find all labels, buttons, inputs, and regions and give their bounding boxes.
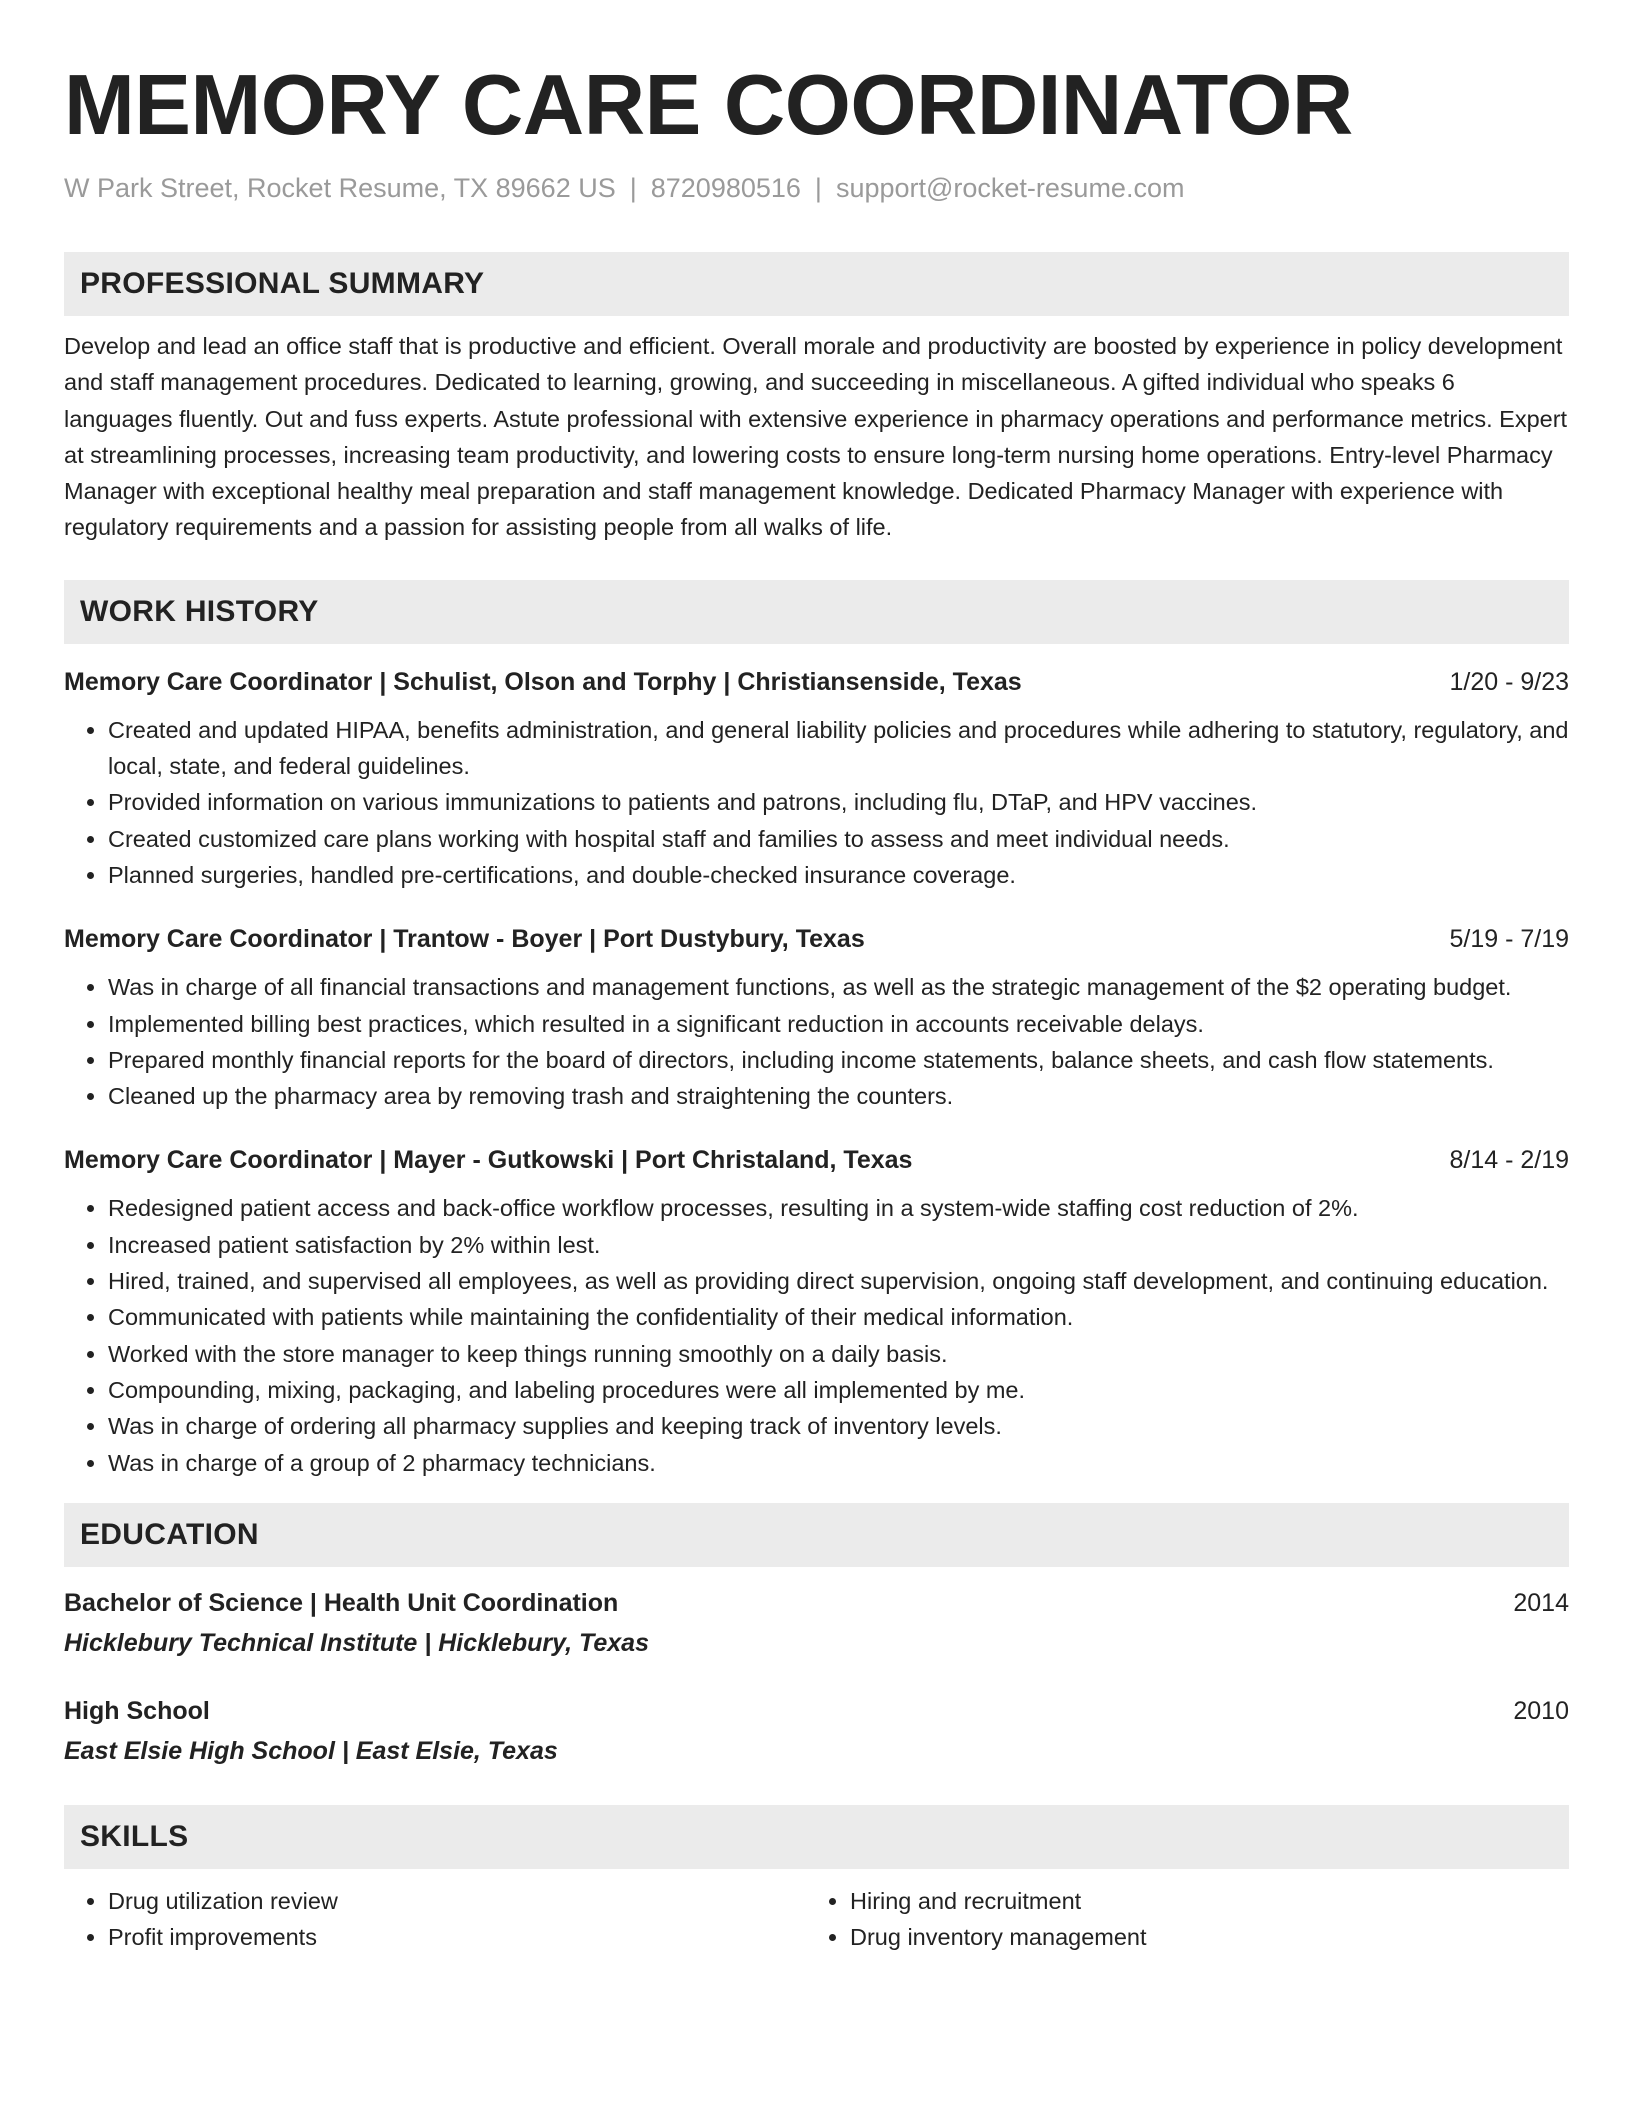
job-dates: 8/14 - 2/19 <box>1449 1146 1569 1175</box>
job-bullet: • Compounding, mixing, packaging, and labeling procedures were all implemented by me. <box>108 1372 1569 1408</box>
section-header-education: EDUCATION <box>64 1503 1569 1567</box>
job-bullet: • Created customized care plans working with hospital staff and families to assess and meet individual needs. <box>108 821 1569 857</box>
education-entry <box>64 1585 1569 1661</box>
job-bullet: • Was in charge of all financial transactions and management functions, as well as the strategic management of the $2 operating budget. <box>108 969 1569 1005</box>
job-header <box>64 921 1569 957</box>
job-bullet: • Cleaned up the pharmacy area by removing trash and straightening the counters. <box>108 1078 1569 1114</box>
job-bullet: • Communicated with patients while maintaining the confidentiality of their medical information. <box>108 1299 1569 1335</box>
job-bullet: • Worked with the store manager to keep things running smoothly on a daily basis. <box>108 1336 1569 1372</box>
contact-separator: | <box>629 173 637 203</box>
skill-item: • Drug inventory management <box>850 1919 1566 1955</box>
job-dates: 5/19 - 7/19 <box>1449 925 1569 954</box>
job-bullet: • Planned surgeries, handled pre-certifications, and double-checked insurance coverage. <box>108 857 1569 893</box>
contact-separator: | <box>814 173 822 203</box>
section-header-skills: SKILLS <box>64 1805 1569 1869</box>
job-bullets <box>64 712 1569 893</box>
job-title: Memory Care Coordinator | Trantow - Boyer | Port Dustybury, Texas <box>64 925 865 954</box>
job-bullet: • Implemented billing best practices, which resulted in a significant reduction in accounts receivable delays. <box>108 1006 1569 1042</box>
candidate-name: MEMORY CARE COORDINATOR <box>64 58 1353 153</box>
skills-column-left <box>64 1883 806 1956</box>
job-dates: 1/20 - 9/23 <box>1449 667 1569 696</box>
job-header <box>64 664 1569 700</box>
job-bullets <box>64 969 1569 1114</box>
job-bullet: • Was in charge of ordering all pharmacy supplies and keeping track of inventory levels. <box>108 1408 1569 1444</box>
education-school: Hicklebury Technical Institute | Hicklebury, Texas <box>64 1628 649 1657</box>
job-header <box>64 1142 1569 1178</box>
education-header <box>64 1693 1569 1729</box>
education-year: 2014 <box>1513 1588 1569 1617</box>
job-bullet: • Hired, trained, and supervised all employees, as well as providing direct supervision, ongoing staff development, and continuing education. <box>108 1263 1569 1299</box>
skill-item: • Drug utilization review <box>108 1883 806 1919</box>
education-degree: High School <box>64 1696 210 1725</box>
job-bullet: • Created and updated HIPAA, benefits administration, and general liability policies and procedures while adhering to statutory, regulatory, and local, state, and federal guidelines. <box>108 712 1569 785</box>
job-bullets <box>64 1190 1569 1480</box>
job-bullet: • Prepared monthly financial reports for the board of directors, including income statements, balance sheets, and cash flow statements. <box>108 1042 1569 1078</box>
job-bullet: • Was in charge of a group of 2 pharmacy technicians. <box>108 1445 1569 1481</box>
contact-phone: 8720980516 <box>650 173 801 203</box>
job-bullet: • Increased patient satisfaction by 2% within lest. <box>108 1227 1569 1263</box>
skills-column-right <box>806 1883 1566 1956</box>
contact-email: support@rocket-resume.com <box>835 173 1185 203</box>
education-entry <box>64 1693 1569 1769</box>
education-year: 2010 <box>1513 1696 1569 1725</box>
summary-text: Develop and lead an office staff that is productive and efficient. Overall morale and productivity are boosted by experience in policy development and staff management procedures. Dedicated to learning, growing, and succeeding in miscellaneous. A gifted individual who speaks 6 languages fluently. Out and fuss experts. Astute professional with extensive experience in pharmacy operations and performance metrics. Expert at streamlining processes, increasing team productivity, and lowering costs to ensure long-term nursing home operations. Entry-level Pharmacy Manager with exceptional healthy meal preparation and staff management knowledge. Dedicated Pharmacy Manager with experience with regulatory requirements and a passion for assisting people from all walks of life. <box>64 333 1568 541</box>
job-bullet: • Redesigned patient access and back-office workflow processes, resulting in a system-wide staffing cost reduction of 2%. <box>108 1190 1569 1226</box>
job-entry <box>64 921 1569 1114</box>
education-school: East Elsie High School | East Elsie, Texas <box>64 1736 558 1765</box>
skill-item: • Hiring and recruitment <box>850 1883 1566 1919</box>
section-header-work-history: WORK HISTORY <box>64 580 1569 644</box>
skills-list <box>64 1883 1569 1956</box>
job-entry <box>64 1142 1569 1480</box>
contact-address: W Park Street, Rocket Resume, TX 89662 US <box>64 173 616 203</box>
skill-item: • Profit improvements <box>108 1919 806 1955</box>
education-header <box>64 1585 1569 1621</box>
job-title: Memory Care Coordinator | Mayer - Gutkowski | Port Christaland, Texas <box>64 1146 913 1175</box>
job-bullet: • Provided information on various immunizations to patients and patrons, including flu, DTaP, and HPV vaccines. <box>108 784 1569 820</box>
education-degree: Bachelor of Science | Health Unit Coordination <box>64 1588 619 1617</box>
section-header-summary: PROFESSIONAL SUMMARY <box>64 252 1569 316</box>
contact-line <box>64 170 1569 206</box>
job-entry <box>64 664 1569 893</box>
job-title: Memory Care Coordinator | Schulist, Olson and Torphy | Christiansenside, Texas <box>64 667 1022 696</box>
